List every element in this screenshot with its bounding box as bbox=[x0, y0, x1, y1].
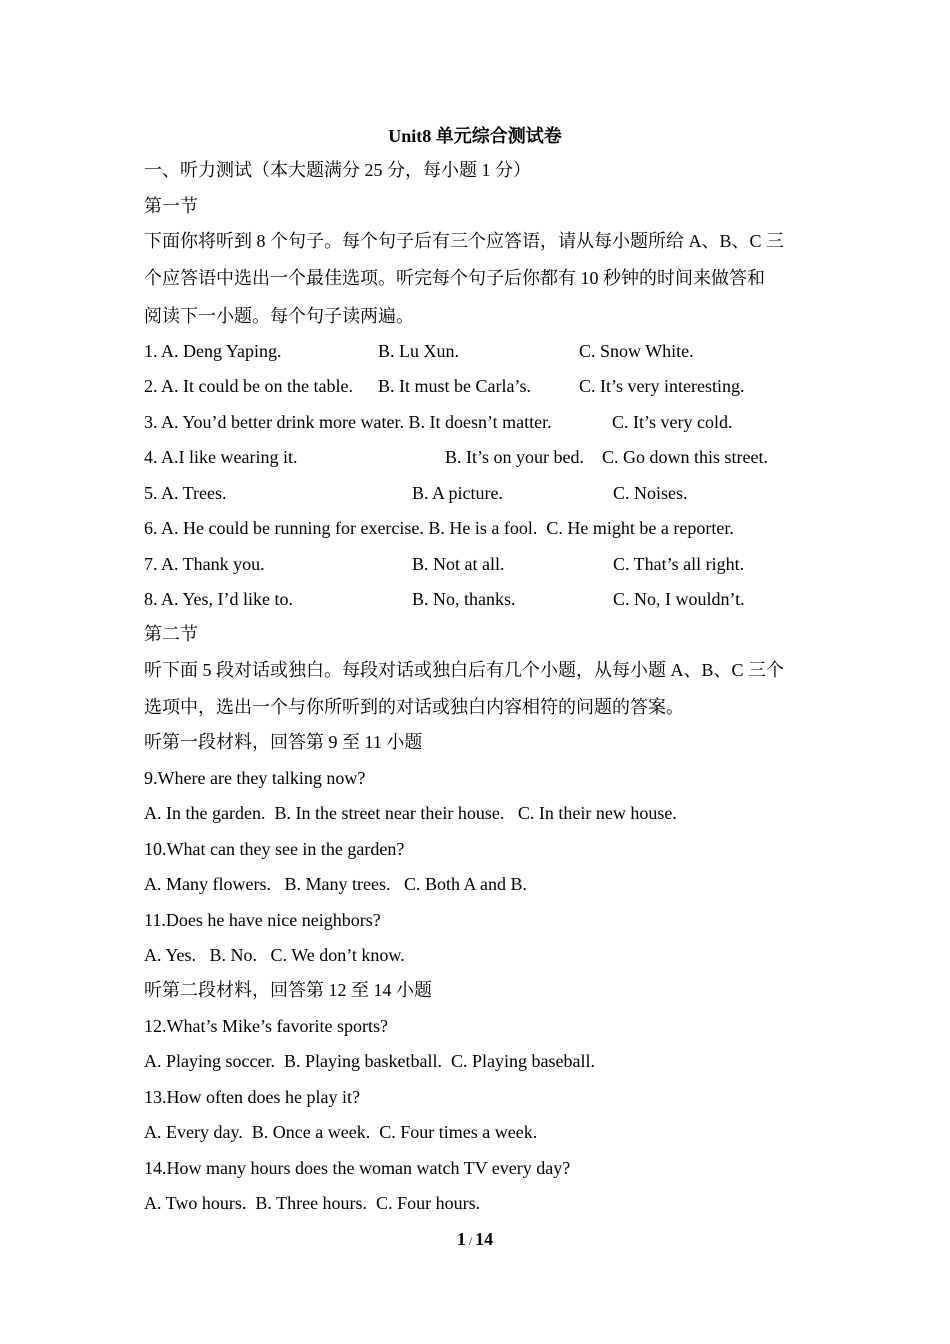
material-heading: 听第一段材料，回答第 9 至 11 小题 bbox=[144, 732, 423, 752]
part1-instruction-line: 阅读下一小题。每个句子读两遍。 bbox=[144, 306, 414, 326]
part2-instruction-line: 选项中，选出一个与你所听到的对话或独白内容相符的问题的答案。 bbox=[144, 697, 684, 717]
question-13: 13.How often does he play it? bbox=[144, 1087, 360, 1107]
option-a-b: 3. A. You’d better drink more water. B. It doesn’t matter. bbox=[144, 412, 552, 432]
option-a: 7. A. Thank you. bbox=[144, 554, 265, 574]
option-c: C. It’s very interesting. bbox=[579, 376, 745, 396]
option-a: 5. A. Trees. bbox=[144, 483, 227, 503]
page-number bbox=[0, 1227, 950, 1253]
option-a: 4. A.I like wearing it. bbox=[144, 447, 298, 467]
section-heading: 一、听力测试（本大题满分 25 分，每小题 1 分） bbox=[144, 160, 531, 180]
part1-instruction-line: 个应答语中选出一个最佳选项。听完每个句子后你都有 10 秒钟的时间来做答和 bbox=[144, 268, 765, 288]
question-7 bbox=[144, 552, 844, 576]
question-4 bbox=[144, 445, 844, 469]
option-c: C. Go down this street. bbox=[602, 447, 768, 467]
part2-label: 第二节 bbox=[144, 624, 198, 644]
total-pages: 14 bbox=[475, 1229, 494, 1249]
options: 6. A. He could be running for exercise. B. He is a fool. C. He might be a reporter. bbox=[144, 518, 734, 538]
option-c: C. That’s all right. bbox=[613, 554, 745, 574]
option-b: B. A picture. bbox=[412, 483, 503, 503]
option-b: B. Lu Xun. bbox=[378, 341, 459, 361]
question-5 bbox=[144, 481, 844, 505]
question-3 bbox=[144, 410, 844, 434]
option-c: C. Snow White. bbox=[579, 341, 694, 361]
question-1 bbox=[144, 339, 844, 363]
option-b: B. Not at all. bbox=[412, 554, 505, 574]
question-10-options: A. Many flowers. B. Many trees. C. Both A and B. bbox=[144, 874, 527, 894]
option-b: B. It must be Carla’s. bbox=[378, 376, 531, 396]
question-12: 12.What’s Mike’s favorite sports? bbox=[144, 1016, 388, 1036]
page-separator: / bbox=[468, 1234, 473, 1248]
question-12-options: A. Playing soccer. B. Playing basketball. C. Playing baseball. bbox=[144, 1051, 595, 1071]
question-2 bbox=[144, 374, 844, 398]
option-a: 8. A. Yes, I’d like to. bbox=[144, 589, 294, 609]
current-page: 1 bbox=[456, 1229, 466, 1249]
question-6 bbox=[144, 516, 844, 540]
question-13-options: A. Every day. B. Once a week. C. Four times a week. bbox=[144, 1122, 538, 1142]
option-c: C. No, I wouldn’t. bbox=[613, 589, 745, 609]
document-title: Unit8 单元综合测试卷 bbox=[388, 126, 562, 146]
question-14-options: A. Two hours. B. Three hours. C. Four hours. bbox=[144, 1193, 481, 1213]
option-c: C. Noises. bbox=[613, 483, 688, 503]
question-11: 11.Does he have nice neighbors? bbox=[144, 910, 381, 930]
option-b: B. It’s on your bed. bbox=[445, 447, 584, 467]
option-b: B. No, thanks. bbox=[412, 589, 516, 609]
option-a: 2. A. It could be on the table. bbox=[144, 376, 353, 396]
option-c: C. It’s very cold. bbox=[612, 412, 733, 432]
part1-instruction-line: 下面你将听到 8 个句子。每个句子后有三个应答语，请从每小题所给 A、B、C 三 bbox=[144, 231, 785, 251]
part2-instruction-line: 听下面 5 段对话或独白。每段对话或独白后有几个小题，从每小题 A、B、C 三个 bbox=[144, 660, 785, 680]
question-8 bbox=[144, 587, 844, 611]
question-14: 14.How many hours does the woman watch TV every day? bbox=[144, 1158, 571, 1178]
question-11-options: A. Yes. B. No. C. We don’t know. bbox=[144, 945, 405, 965]
question-9: 9.Where are they talking now? bbox=[144, 768, 366, 788]
part1-label: 第一节 bbox=[144, 196, 198, 216]
option-a: 1. A. Deng Yaping. bbox=[144, 341, 282, 361]
question-9-options: A. In the garden. B. In the street near their house. C. In their new house. bbox=[144, 803, 677, 823]
material-heading: 听第二段材料，回答第 12 至 14 小题 bbox=[144, 980, 432, 1000]
question-10: 10.What can they see in the garden? bbox=[144, 839, 405, 859]
